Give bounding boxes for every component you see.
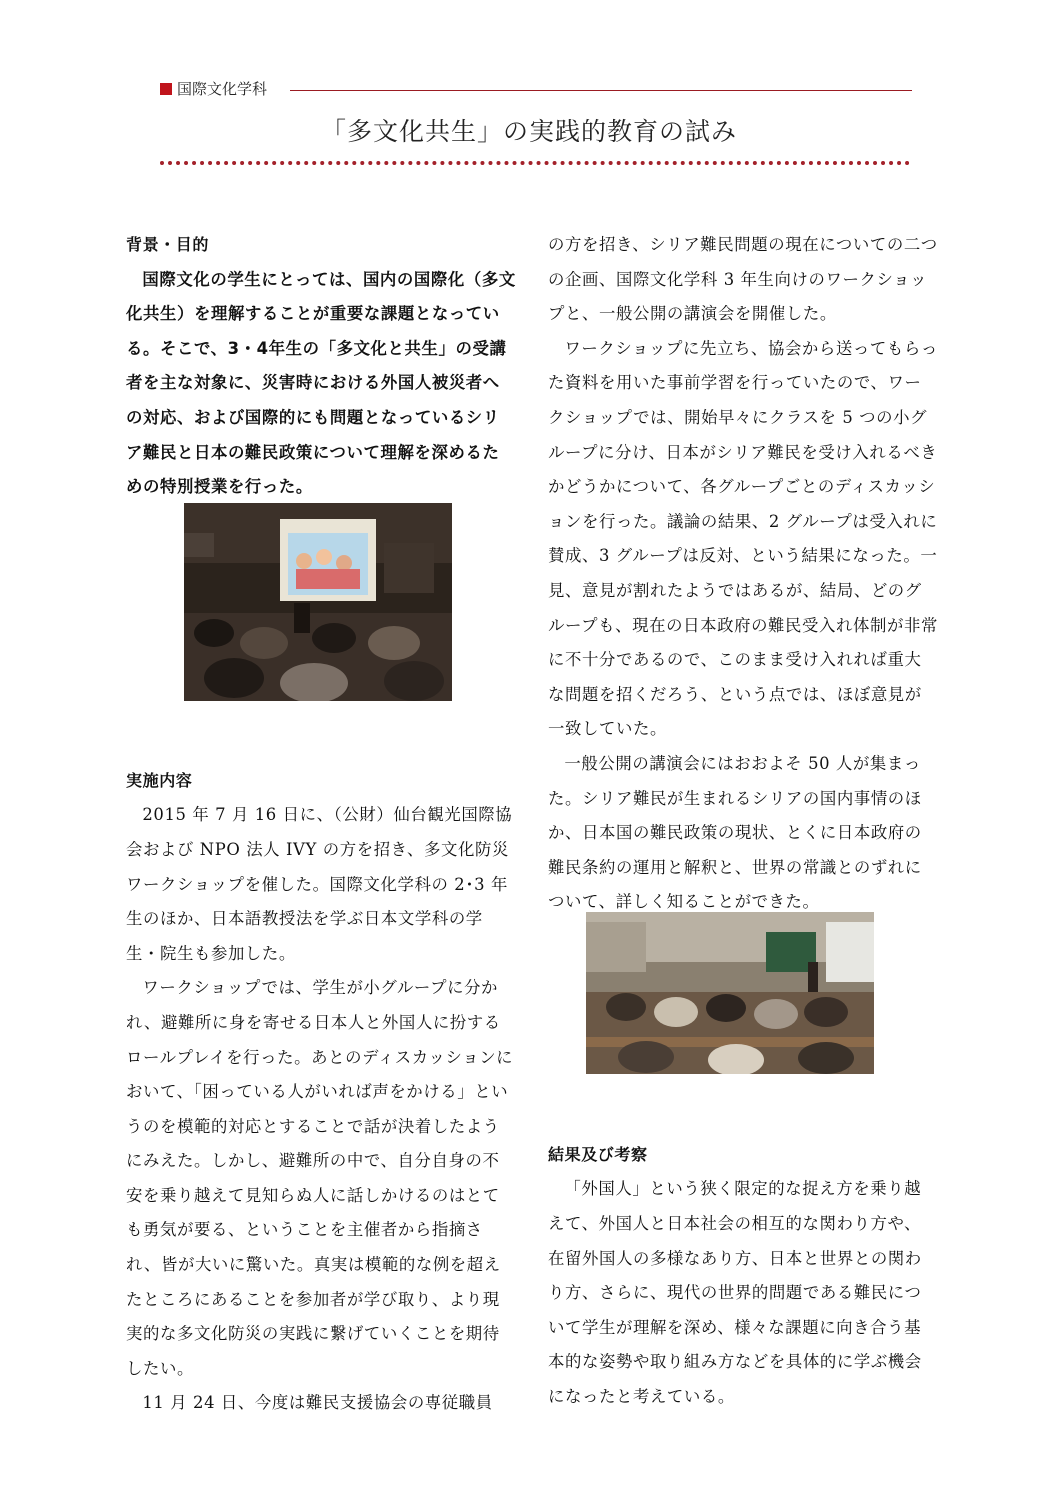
title-divider: [160, 161, 910, 165]
implementation-paragraph-3-cont: の方を招き、シリア難民問題の現在についての二つの企画、国際文化学科 3 年生向けのワークショップと、一般公開の講演会を開催した。: [548, 235, 938, 324]
implementation-paragraph-5: 一般公開の講演会にはおおよそ 50 人が集まった。シリア難民が生まれるシリアの国内事情のほか、日本国の難民政策の現状、とくに日本政府の難民条約の運用と解釈と、世界の常識とのずれについて、詳しく知ることができた。: [548, 753, 922, 912]
left-column: [126, 228, 516, 1421]
background-paragraph: 国際文化の学生にとっては、国内の国際化（多文化共生）を理解することが重要な課題となっている。そこで、3・4年生の「多文化と共生」の受講者を主な対象に、災害時における外国人被災者への対応、および国際的にも問題となっているシリア難民と日本の難民政策について理解を深めるための特別授業を行った。: [126, 269, 516, 497]
implementation-paragraph-1: 2015 年 7 月 16 日に、（公財）仙台観光国際協会および NPO 法人 IVY の方を招き、多文化防災ワークショップを催した。国際文化学科の 2･3 年生のほか、日本語教授法を学ぶ日本文学科の学生・院生も参加した。: [126, 805, 513, 963]
department-name: 国際文化学科: [177, 80, 268, 98]
red-square-icon: [160, 83, 172, 95]
right-column: [548, 228, 938, 1415]
implementation-paragraph-3-start: 11 月 24 日、今度は難民支援協会の専従職員: [142, 1393, 493, 1413]
implementation-paragraph-2: ワークショップでは、学生が小グループに分かれ、避難所に身を寄せる日本人と外国人に扮するロールプレイを行った。あとのディスカッションにおいて、「困っている人がいれば声をかける」というのを模範的対応とすることで話が決着したようにみえた。しかし、避難所の中で、自分自身の不安を乗り越えて見知らぬ人に話しかけるのはとても勇気が要る、ということを主催者から指摘され、皆が大いに驚いた。真実は模範的な例を超えたところにあることを参加者が学び取り、より現実的な多文化防災の実践に繋げていくことを期待したい。: [126, 978, 514, 1378]
background-heading: 背景・目的: [126, 235, 210, 254]
results-paragraph: 「外国人」という狭く限定的な捉え方を乗り越えて、外国人と日本社会の相互的な関わり方や、在留外国人の多様なあり方、日本と世界との関わり方、さらに、現代の世界的問題である難民について学生が理解を深め、様々な課題に向き合う基本的な姿勢や取り組み方などを具体的に学ぶ機会になったと考えている。: [548, 1179, 922, 1407]
results-heading: 結果及び考察: [548, 1144, 648, 1164]
workshop-photo: [184, 503, 452, 701]
lecture-photo: [586, 912, 874, 1074]
implementation-heading: 実施内容: [126, 770, 193, 790]
department-label: [160, 78, 267, 99]
page-title: 「多文化共生」の実践的教育の試み: [320, 117, 737, 146]
header-rule: [290, 90, 912, 91]
implementation-paragraph-4: ワークショップに先立ち、協会から送ってもらった資料を用いた事前学習を行っていたので、ワークショップでは、開始早々にクラスを 5 つの小グループに分け、日本がシリア難民を受け入れるべきかどうかについて、各グループごとのディスカッションを行った。議論の結果、2 グループは受入れに賛成、3 グループは反対、という結果になった。一見、意見が割れたようではあるが、結局、どのグループも、現在の日本政府の難民受入れ体制が非常に不十分であるので、このまま受け入れれば重大な問題を招くだろう、という点では、ほぼ意見が一致していた。: [548, 338, 938, 739]
